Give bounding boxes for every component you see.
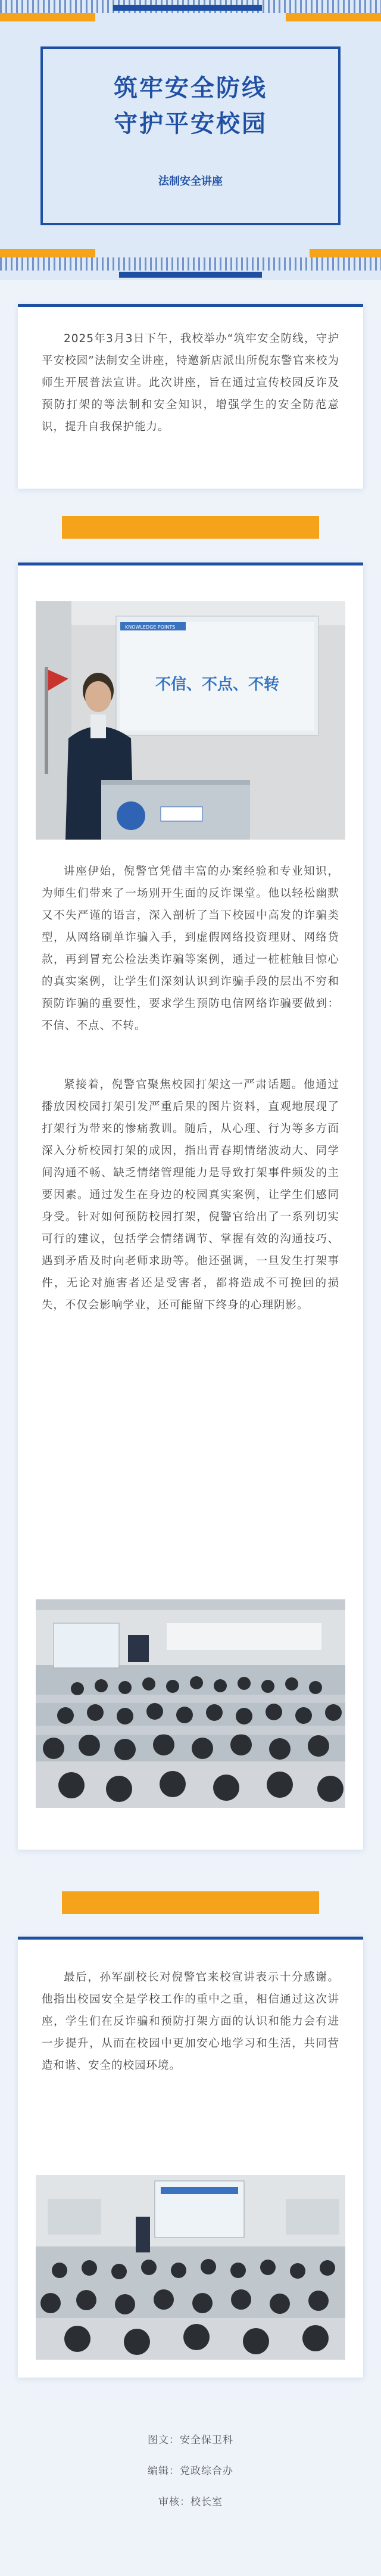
section1-paragraph1: 讲座伊始，倪警官凭借丰富的办案经验和专业知识，为师生们带来了一场别开生面的反诈课堂。他以轻松幽默又不失严谨的语言，深入剖析了当下校园中高发的诈骗类型，从网络刷单诈骗入手，到虚假网络投资理财、网络贷款，再到冒充公检法类诈骗等案例，通过一桩桩触目惊心的真实案例，让学生们深刻认识到诈骗手段的层出不穷和预防诈骗的重要性，要求学生预防电信网络诈骗要做到：不信、不点、不转。 bbox=[42, 865, 339, 1032]
slide-text: 不信、不点、不转 bbox=[155, 676, 280, 694]
header-top-middle-bar bbox=[113, 5, 262, 11]
header-bottom-middle-bar bbox=[119, 272, 262, 278]
section2-paragraph: 最后，孙军副校长对倪警官来校宣讲表示十分感谢。他指出校园安全是学校工作的重中之重，相信通过这次讲座，学生们在反诈骗和预防打架方面的认识和能力会有进一步提升，从而在校园中更加安心地学习和生活，共同营造和谐、安全的校园环境。 bbox=[42, 1971, 339, 2072]
intro-card bbox=[18, 304, 363, 489]
header-top-left-bar bbox=[0, 13, 95, 21]
footer-credit-reviewer: 审核：校长室 bbox=[158, 2496, 223, 2508]
section1-card bbox=[18, 563, 363, 1850]
lecture-photo-audience bbox=[36, 1599, 345, 1808]
header-top-right-bar bbox=[286, 13, 381, 21]
page-title-line2: 守护平安校园 bbox=[114, 110, 267, 138]
card-top-border bbox=[18, 1937, 363, 1940]
title-box bbox=[40, 46, 341, 225]
card-top-border bbox=[18, 304, 363, 307]
lecture-photo-audience-2-image bbox=[36, 2175, 345, 2360]
footer-credit-text-photo: 图文：安全保卫科 bbox=[148, 2434, 233, 2446]
footer-credit-editor: 编辑：党政综合办 bbox=[148, 2465, 233, 2477]
section1-heading-bar bbox=[62, 516, 319, 539]
intro-paragraph: 2025年3月3日下午，我校举办“筑牢安全防线，守护平安校园”法制安全讲座，特邀新店派出所倪东警官来校为师生开展普法宣讲。此次讲座，旨在通过宣传校园反诈及预防打架的等法制和安全知识，增强学生的安全防范意识，提升自我保护能力。 bbox=[42, 333, 339, 433]
header-bottom-stripes bbox=[0, 257, 381, 271]
page-subtitle: 法制安全讲座 bbox=[158, 175, 223, 188]
slide-header-text: KNOWLEDGE POINTS bbox=[125, 624, 176, 630]
header-banner bbox=[0, 0, 381, 280]
lecture-photo-speaker-image bbox=[36, 601, 345, 840]
header-bottom-right-bar bbox=[310, 249, 381, 257]
page-title-line1: 筑牢安全防线 bbox=[114, 74, 267, 102]
section2-heading-bar bbox=[62, 1891, 319, 1914]
header-bottom-left-bar bbox=[0, 249, 95, 257]
lecture-photo-audience-image bbox=[36, 1599, 345, 1808]
lecture-photo-speaker bbox=[36, 601, 345, 840]
card-top-border bbox=[18, 563, 363, 565]
lecture-photo-audience-2 bbox=[36, 2175, 345, 2360]
section1-paragraph2: 紧接着，倪警官聚焦校园打架这一严肃话题。他通过播放因校园打架引发严重后果的图片资料，直观地展现了打架行为带来的惨痛教训。随后，从心理、行为等多方面深入分析校园打架的成因，指出青春期情绪波动大、同学间沟通不畅、缺乏情绪管理能力是导致打架事件频发的主要因素。通过发生在身边的校园真实案例，让学生们感同身受。针对如何预防校园打架，倪警官给出了一系列切实可行的建议，包括学会情绪调节、掌握有效的沟通技巧、遇到矛盾及时向老师求助等。他还强调，一旦发生打架事件，无论对施害者还是受害者，都将造成不可挽回的损失，不仅会影响学业，还可能留下终身的心理阴影。 bbox=[42, 1079, 339, 1312]
section2-card bbox=[18, 1937, 363, 2378]
